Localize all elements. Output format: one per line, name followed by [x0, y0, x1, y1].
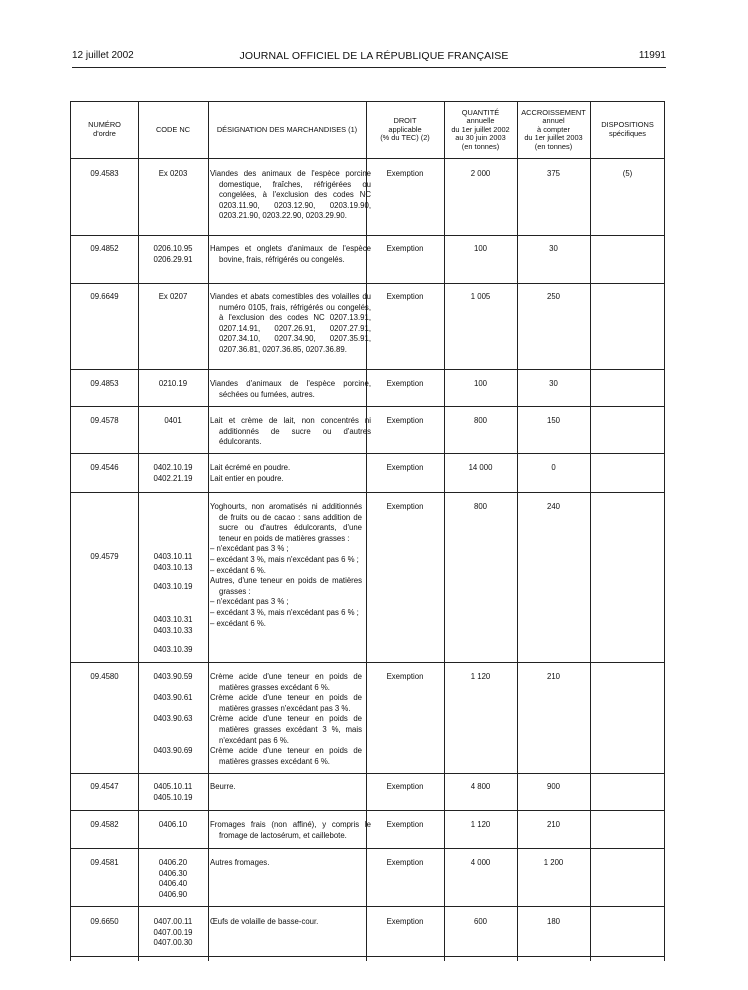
row-code-line: 0403.10.11	[153, 552, 193, 561]
row-number: 09.4853	[90, 379, 119, 388]
row-number: 09.4578	[90, 416, 119, 425]
row-divider	[71, 848, 664, 849]
row-droit: Exemption	[386, 502, 424, 511]
row-dispositions: (5)	[622, 169, 633, 178]
row-code: Ex 0203	[158, 169, 188, 178]
row-quantite: 800	[473, 502, 487, 511]
row-quantite: 600	[473, 917, 487, 926]
row-droit: Exemption	[386, 292, 424, 301]
row-accroissement: 250	[546, 292, 560, 301]
row-number: 09.4580	[90, 672, 119, 681]
row-divider	[71, 406, 664, 407]
row-code-line: 0403.90.69	[153, 746, 193, 755]
row-number: 09.4546	[90, 463, 119, 472]
column-divider	[517, 102, 518, 961]
page-number: 11991	[638, 50, 666, 61]
row-divider	[71, 453, 664, 454]
row-code: 0401	[164, 416, 182, 425]
row-code: 0210.19	[158, 379, 188, 388]
row-divider	[71, 906, 664, 907]
row-accroissement: 900	[546, 782, 560, 791]
row-quantite: 14 000	[468, 463, 493, 472]
row-code: 0405.10.11 0405.10.19	[153, 782, 193, 802]
row-accroissement: 180	[546, 917, 560, 926]
row-descriptions	[210, 672, 362, 767]
row-number: 09.4582	[90, 820, 119, 829]
row-divider	[71, 283, 664, 284]
row-description-line: Lait écrémé en poudre.	[210, 463, 291, 472]
row-droit: Exemption	[386, 672, 424, 681]
row-description-line: Crème acide d'une teneur en poids de matières grasses excédant 6 %.	[210, 746, 362, 766]
row-number: 09.6650	[90, 917, 119, 926]
row-quantite: 800	[473, 416, 487, 425]
column-header-designation: DÉSIGNATION DES MARCHANDISES (1)	[216, 124, 358, 134]
row-code-line: 0403.10.33	[153, 626, 193, 635]
column-header-code: CODE NC	[155, 124, 191, 134]
row-quantite: 1 120	[470, 820, 491, 829]
column-header-accroissement: ACCROISSEMENT annuel à compter du 1er juillet 2003 (en tonnes)	[521, 107, 586, 151]
row-description-line: – excédant 3 %, mais n'excédant pas 6 % ;	[210, 554, 359, 564]
row-description: Viandes des animaux de l'espèce porcine domestique, fraîches, réfrigérées ou congelées, à l'exclusion des codes NC 0203.11.90, 0203.12.90, 0203.19.90, 0203.21.90, 0203.22.90, 0203.29.90.	[210, 169, 371, 221]
row-description-line: Lait entier en poudre.	[210, 473, 284, 483]
row-description: Viandes et abats comestibles des volailles du numéro 0105, frais, réfrigérés ou congelés, à l'exclusion des codes NC 0207.13.91, 0207.14.91, 0207.26.91, 0207.27.91, 0207.34.10, 0207.34.90, 0207.35.91, 0207.36.81, 0207.36.85, 0207.36.89.	[210, 292, 371, 354]
row-divider	[71, 369, 664, 370]
row-droit: Exemption	[386, 463, 424, 472]
row-number: 09.4547	[90, 782, 119, 791]
column-header-numero: NUMÉRO d'ordre	[88, 120, 121, 138]
row-droit: Exemption	[386, 416, 424, 425]
row-code: 0406.10	[158, 820, 188, 829]
row-quantite: 100	[473, 244, 487, 253]
row-accroissement: 0	[551, 463, 556, 472]
column-divider	[208, 102, 209, 961]
row-quantite: 2 000	[470, 169, 491, 178]
row-number: 09.4579	[90, 552, 119, 561]
column-divider	[138, 102, 139, 961]
row-description: Viandes d'animaux de l'espèce porcine, séchées ou fumées, autres.	[210, 379, 371, 399]
row-code: Ex 0207	[158, 292, 188, 301]
row-code-line: 0403.10.13	[153, 563, 193, 572]
row-codes	[138, 463, 208, 484]
tariff-quota-table	[70, 101, 665, 961]
row-description: Autres fromages.	[210, 858, 270, 867]
row-number: 09.4581	[90, 858, 119, 867]
row-description-line: – excédant 6 %.	[210, 565, 266, 575]
row-quantite: 1 005	[470, 292, 491, 301]
column-header-quantite: QUANTITÉ annuelle du 1er juillet 2002 au 30 juin 2003 (en tonnes)	[451, 107, 510, 151]
row-code: 0407.00.11 0407.00.19 0407.00.30	[153, 917, 193, 948]
row-code-line: 0403.10.19	[153, 582, 193, 591]
row-description-line: – excédant 3 %, mais n'excédant pas 6 % ;	[210, 607, 359, 617]
row-accroissement: 30	[549, 244, 558, 253]
column-divider	[590, 102, 591, 961]
row-droit: Exemption	[386, 820, 424, 829]
row-description: Beurre.	[210, 782, 236, 791]
row-accroissement: 375	[546, 169, 560, 178]
row-divider	[71, 810, 664, 811]
row-quantite: 100	[473, 379, 487, 388]
row-description: Œufs de volaille de basse-cour.	[210, 917, 319, 926]
row-accroissement: 1 200	[543, 858, 564, 867]
row-divider	[71, 773, 664, 774]
row-accroissement: 210	[546, 672, 560, 681]
column-header-droit: DROIT applicable (% du TEC) (2)	[380, 116, 430, 143]
row-description-line: – n'excédant pas 3 % ;	[210, 597, 289, 607]
row-code-line: 0403.90.61	[153, 693, 193, 702]
row-droit: Exemption	[386, 782, 424, 791]
row-number: 09.4852	[90, 244, 119, 253]
column-divider	[444, 102, 445, 961]
row-quantite: 4 800	[470, 782, 491, 791]
row-code: 0206.10.95 0206.29.91	[153, 244, 193, 264]
row-quantite: 4 000	[470, 858, 491, 867]
row-number: 09.4583	[90, 169, 119, 178]
row-descriptions	[210, 463, 362, 484]
header-rule	[72, 67, 666, 68]
row-droit: Exemption	[386, 917, 424, 926]
row-accroissement: 30	[549, 379, 558, 388]
row-code-line: 0403.90.59	[153, 672, 193, 681]
row-description: Hampes et onglets d'animaux de l'espèce bovine, frais, réfrigérés ou congelés.	[210, 244, 371, 264]
header-divider	[71, 158, 664, 159]
row-accroissement: 240	[546, 502, 560, 511]
row-droit: Exemption	[386, 858, 424, 867]
row-description: Fromages frais (non affiné), y compris le fromage de lactosérum, et caillebote.	[210, 820, 371, 840]
row-divider	[71, 235, 664, 236]
row-code-line: 0403.90.63	[153, 714, 193, 723]
row-code: 0406.20 0406.30 0406.40 0406.90	[158, 858, 188, 899]
row-accroissement: 210	[546, 820, 560, 829]
row-accroissement: 150	[546, 416, 560, 425]
row-description-line: – excédant 6 %.	[210, 618, 266, 628]
row-code-line: 0403.10.31	[153, 615, 193, 624]
row-code-line: 0402.10.19	[153, 463, 193, 472]
row-code-line: 0402.21.19	[153, 473, 193, 483]
row-code-line: 0403.10.39	[153, 645, 193, 654]
journal-title: JOURNAL OFFICIEL DE LA RÉPUBLIQUE FRANÇAISE	[239, 50, 509, 62]
row-divider	[71, 956, 664, 957]
row-description-line: Crème acide d'une teneur en poids de matières grasses n'excédant pas 3 %.	[210, 693, 362, 713]
row-droit: Exemption	[386, 379, 424, 388]
row-description-line: Yoghourts, non aromatisés ni additionnés de fruits ou de cacao : sans addition de sucre ou d'autres édulcorants, d'une teneur en poids de matières grasses :	[210, 502, 362, 543]
row-description-line: – n'excédant pas 3 % ;	[210, 544, 289, 554]
column-header-dispositions: DISPOSITIONS spécifiques	[601, 120, 654, 138]
row-description-line: Crème acide d'une teneur en poids de matières grasses excédant 3 %, mais n'excédant pas 6 %.	[210, 714, 362, 745]
row-divider	[71, 662, 664, 663]
row-descriptions	[210, 502, 362, 629]
row-divider	[71, 492, 664, 493]
row-droit: Exemption	[386, 169, 424, 178]
row-quantite: 1 120	[470, 672, 491, 681]
publication-date: 12 juillet 2002	[72, 50, 134, 61]
row-droit: Exemption	[386, 244, 424, 253]
row-number: 09.6649	[90, 292, 119, 301]
row-description-line: Crème acide d'une teneur en poids de matières grasses excédant 6 %.	[210, 672, 362, 692]
row-description-line: Autres, d'une teneur en poids de matières grasses :	[210, 576, 362, 596]
row-description: Lait et crème de lait, non concentrés ni additionnés de sucre ou d'autres édulcorants.	[210, 416, 371, 447]
